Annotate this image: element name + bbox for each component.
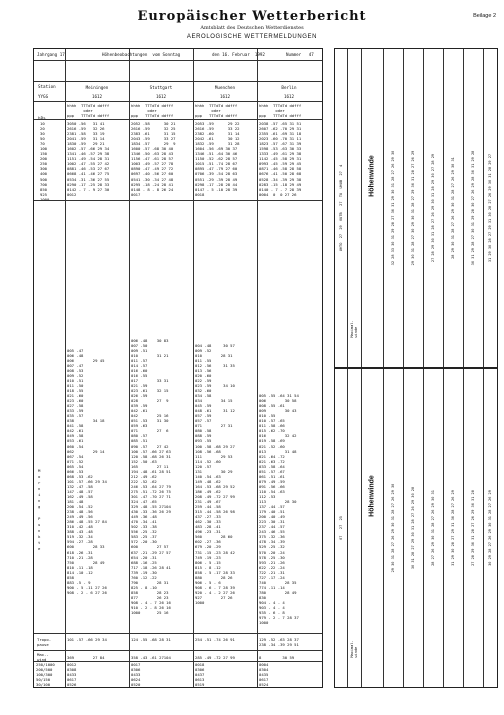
standard-data-muenchen: 2053 -59 29 22 2616 -59 33 22 2382 -60 31 14 2042 -61 30 12 1832 -59 31 28 1604 -56 -69 30 37 1346 -51 -64 30 46 1150 -52 -62 28 57 1015 -51 -74 28 67 0895 -47 -79 27 60 0706 -39 -54 28 63 0551 -29 -39 28 49 0298 -17 -28 28 44 0147 - 5 -10 28 39 0018	[195, 121, 240, 197]
top-col-2: 29 30 31 28 27 30 29 30 31 28 27 29 30 31 28 27 26 29	[411, 150, 415, 266]
observation-date: den 16. Februar 1992	[212, 52, 265, 57]
thickness-muenchen: 0018 0306 0437 0613 0519	[195, 662, 205, 688]
subtitle: Amtsblatt des Deutschen Wetterdienstes	[200, 25, 304, 31]
top-col-6: 31 29 30 28 27 29 31 30 28 27 26 29 30 31 28 29 27	[488, 153, 492, 263]
maxwind-meiningen: 369 27 84	[67, 655, 105, 660]
top-col-1: 32 28 33 30 31 29 28 27 30 31 29 30 31 28 27 26 29 30	[391, 150, 395, 266]
jahrgang: Jahrgang 17	[37, 52, 65, 57]
col-header-4: hhhh TTTdTd ddfff oder ppp TTTdTd ddfff	[259, 103, 302, 119]
thickness-levels: 250/1000 200/500 100/300 50/150 30/100	[36, 662, 55, 688]
top-maxwind-column: Maximal- winde	[350, 320, 358, 338]
station-name-2: Stuttgart	[149, 85, 173, 90]
col-header-1: hhhh TTTdTd ddfff oder ppp TTTdTd ddfff	[67, 103, 110, 119]
bottom-col-1: 29 30 31 28 27 26 29 30 31 28 27 26 29 30	[391, 483, 395, 573]
col-header-2: hhhh TTTdTd ddfff oder ppp TTTdTd ddfff	[131, 103, 174, 119]
bottom-title-column: Höhenwinde	[368, 475, 376, 517]
col-header-3: hhhh TTTdTd ddfff oder ppp TTTdTd ddfff	[195, 103, 238, 119]
station-time-2: 1612	[155, 94, 167, 99]
station-name-1: Meiningen	[85, 85, 109, 90]
thickness-stuttgart: 0017 0306 0433 0624 0520	[131, 662, 141, 688]
station-time-1: 1612	[91, 94, 103, 99]
station-label: Station	[38, 84, 56, 89]
maxwind-muenchen: 285 -49 -72 27 99	[195, 655, 235, 660]
bottom-col-3: 28 27 26 29 30 31 28 27 26 29 30 31	[431, 490, 435, 566]
bottom-col-4: 31 29 30 28 27 29 31 30 28 27 26 29	[451, 490, 455, 566]
bottom-col-5: 27 28 29 30 31 28 27 26 29 30 31 28	[471, 490, 475, 566]
bottom-col-2: 30 31 28 27 29 30 31 28 27 26 29 30 28	[411, 486, 415, 570]
beilage-label: Beilage 2	[473, 13, 496, 19]
top-side-column: UHTO 27 29 0UTB 27 TU UHUB 27 4	[339, 164, 343, 252]
bottom-side-column: 07 27 25	[339, 516, 343, 540]
section-title: AEROLOGISCHE WETTERMELDUNGEN	[186, 34, 318, 40]
observation-day: Höhenbeobachtungen vom Sonntag	[102, 52, 181, 57]
pressure-levels: 10 20 30 50 70 100 150 200 250 300 400 500 700 850 925 1000	[40, 121, 50, 202]
tropopause-label: Tropo- pause	[37, 637, 52, 648]
standard-data-meiningen: 3050 -56 31 41 2616 -59 32 26 2381 -58 33 19 2041 -59 31 14 1830 -59 29 21 1602 -57 -66 29 34 1341 -46 -57 29 38 1151 -49 -54 28 31 1002 -47 -55 27 42 0881 -46 -53 27 67 0668 -41 -46 27 75 0534 -31 -36 27 55 0290 -17 -25 28 33 0142 - 7 - 9 27 30 0012	[67, 121, 110, 197]
maxwind-stuttgart: 358 -43 -61 27104	[131, 655, 171, 660]
bottom-maxwind-column: Maximal- winde	[350, 640, 358, 658]
top-col-3: 27 28 29 30 31 28 27 26 29 30 31 28 29 30 27 28 29	[431, 153, 435, 263]
yygg-label: YYGG	[38, 94, 49, 99]
standard-data-berlin: 2038 -57 -65 31 51 2607 -62 -70 29 31 2355 -61 -69 31 18 2023 -60 -70 31 11 1823 -57 -67 31 39 1598 -53 -63 30 33 1333 -49 -61 29 38 1142 -45 -58 29 31 0993 -45 -59 29 45 0871 -46 -58 28 58 0676 -41 -50 28 68 0528 -34 -39 29 38 0283 -15 -18 29 49 0140 - 7 - 7 28 39 0004 0 0 27 26	[259, 121, 302, 197]
top-title-column: Höhenwinde	[368, 155, 376, 197]
significant-data-meiningen: 005 -47 006 -48 006 29 45 007 -47 008 -53 009 -52 010 -51 011 -50 018 -55 021 -60 023 -60 027 -58 033 -59 035 -57 038 34 18 041 -58 042 -61 049 -58 053 -61 060 -54 062 29 14 067 -54 071 -52 065 -54 066 -53 068 -53 -62 101 -57 -66 29 34 132 -47 -58 147 -48 -57 162 -49 -58 181 -48 200 -54 -52 238 -48 -56 249 -49 -56 286 -48 -55 27 84 310 -42 -48 388 -43 -48 519 -32 -34 594 -27 -28 600 28 33 618 -26 -31 710 -21 -28 750 28 49 810 -11 -18 814 -10 -12 858 883 -5 - 9 900 - 5 -11 27 26 908 - 2 - 6 27 26	[67, 347, 107, 595]
aerological-table	[33, 48, 323, 688]
maxwind-label: Max.- wind	[37, 652, 49, 663]
issue-number: Nummer 47	[286, 52, 314, 57]
page-title: Europäischer Wetterbericht	[137, 9, 367, 24]
tropopause-meiningen: 101 -57 -66 29 34	[67, 637, 107, 642]
significant-data-berlin: 005 -55 -64 31 54 006 30 58 008 -55 -61 009 30 43 010 -55 010 -57 -65 011 -58 -66 015 -62 -70 016 32 42 019 -58 -69 021 -52 -60 013 31 48 021 -64 -72 021 -63 -72 033 -58 -64 051 -57 -67 061 -51 -61 079 -49 -59 091 -56 -66 110 -54 -63 112 -53 113 28 30 137 -44 -57 179 -40 -51 200 -40 -49 223 -30 -31 237 -44 -57 243 -46 -55 375 -32 -36 478 -34 -39 529 -25 -32 570 -20 -24 578 -25 -30 593 -21 -26 622 -22 -24 722 -21 -31 727 -17 -24 740 28 35 774 -11 -14 780 28 49 830 904 - 4 - 4 903 - 4 - 4 935 - 6 - 8 979 - 2 - 7 28 37 1000	[259, 393, 299, 626]
top-col-5: 30 31 29 28 27 30 31 29 28 30 27 26 29 28 30 31 29 28	[471, 150, 475, 266]
maxwind-berlin: 8 30 59	[259, 655, 295, 660]
station-name-3: Muenchen	[214, 85, 236, 90]
thickness-berlin: 0004 0304 0435 0617 0524	[259, 662, 269, 688]
standard-data-stuttgart: 2052 -58 30 21 2616 -59 32 25 2383 -61 31 15 2043 -59 33 27 1834 -57 29 9 1600 -57 -68 30 40 1346 -50 -63 28 43 1156 -47 -61 28 57 1003 -49 -57 27 78 0890 -47 -49 27 72 0697 -40 -56 27 60 0541 -30 -34 27 48 0295 -18 -24 28 41 0148 - 8 - 8 26 24 0017	[131, 121, 176, 197]
significant-data-stuttgart: 006 -48 30 83 007 -50 009 -51 010 31 21 011 -57 014 -57 016 -60 016 -55 017 33 31 021 -59 023 -61 32 15 026 -59 028 27 9 039 -59 042 -61 042 25 16 051 -53 31 30 059 -63 071 27 6 080 -57 085 -51 090 -57 27 42 100 -57 -66 27 63 120 -58 -68 26 31 152 -50 -63 165 27 11 194 -48 -61 28 51 212 -49 -62 222 -52 -62 246 -53 -64 27 79 275 -51 -72 26 75 301 -47 -70 27 71 324 -47 -65 329 -48 -55 27104 430 -33 -36 26 29 449 -36 -48 470 -34 -41 502 -33 -38 556 -25 -32 583 -25 -37 572 -20 -30 600 27 57 637 -21 -29 27 57 654 -20 -31 688 -16 -25 717 -18 -26 28 41 739 -19 -30 760 -12 -22 790 28 31 825 - 8 -10 858 28 23 877 26 23 908 - 4 - 7 26 16 910 - 2 - 8 26 16 1000 25 16	[131, 337, 171, 616]
bottom-col-6: 30 29 28 27 26 29 30 31 28 27 26 29	[488, 490, 492, 566]
tropopause-muenchen: 254 -51 -74 26 91	[195, 637, 235, 642]
significant-points-label: M o r n i n g P u n k t e	[38, 468, 41, 551]
station-time-3: 1612	[219, 94, 231, 99]
thickness-meiningen: 0012 0308 0433 0617 0526	[67, 662, 77, 688]
hpa-label: hPa	[38, 116, 46, 121]
station-name-4: Berlin	[281, 85, 297, 90]
station-time-4: 1612	[283, 94, 295, 99]
hoehenwinde-table	[334, 48, 498, 688]
tropopause-berlin: 129 -52 -63 28 37 238 -34 -39 29 51	[259, 637, 299, 648]
tropopause-stuttgart: 124 -55 -68 28 31	[131, 637, 171, 642]
significant-data-muenchen: 004 -48 30 57 009 -52 010 28 31 011 -55 012 -56 31 35 013 -56 020 -60 022 -59 023 -59 34 10 032 -60 034 -58 034 34 15 045 -59 048 -61 31 12 057 -59 057 -57 071 27 31 080 -58 088 -59 093 -55 100 -58 -68 29 27 108 -56 -68 111 29 53 114 -52 -60 120 -57 131 30 29 140 -54 -63 149 -48 -62 164 -53 -68 29 52 186 -49 -62 208 -49 -72 27 99 231 -49 -67 259 -44 -58 315 -44 -58 26 98 437 -27 -33 462 -30 -33 483 -28 -41 496 -23 -31 560 28 60 602 -27 -36 679 -20 -29 731 -15 -23 28 42 749 -19 -23 806 - 5 -15 815 - 8 -12 858 - 5 -17 28 33 880 28 26 906 - 5 - 6 908 - 6 - 7 28 39 920 - 4 - 2 27 26 927 27 26 1000	[195, 342, 235, 605]
top-col-4: 28 29 30 31 28 27 26 29 30 31 28 27 26 29 30 31	[451, 157, 455, 259]
